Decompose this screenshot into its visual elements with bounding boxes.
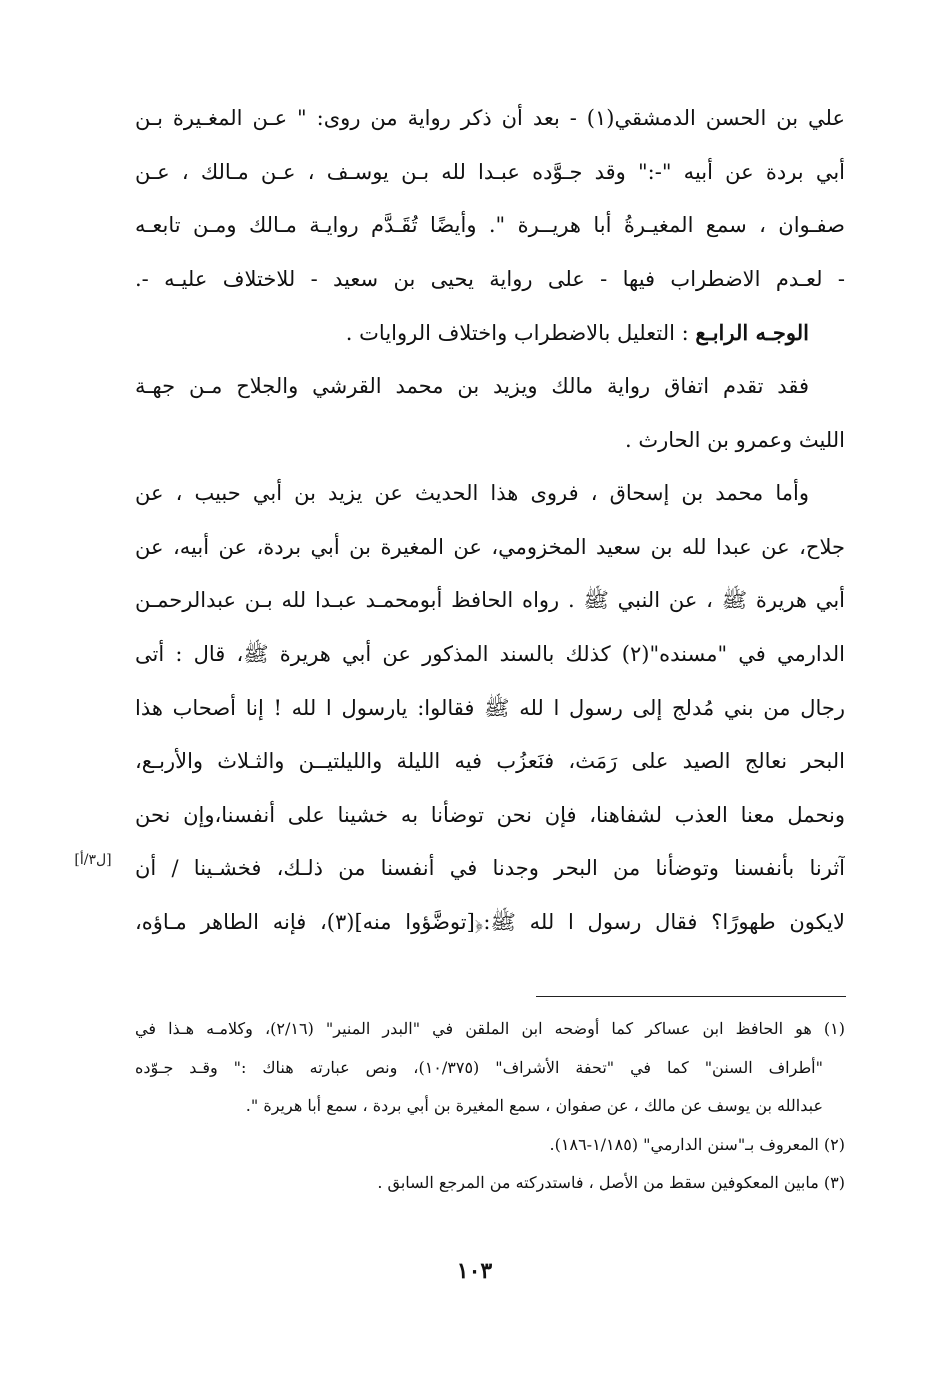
body-line: رجال من بني مُدلج إلى رسول ا لله ﷺ فقالوا: يارسول ا لله ! إنا أصحاب هذا	[135, 695, 845, 720]
section-heading-term: الوجـه الرابـع	[695, 320, 809, 346]
body-line: - لعـدم الاضطراب فيها - على رواية يحيى بن سعيد - للاختلاف عليـه -.	[135, 266, 845, 291]
margin-folio-note: [ل٣/أ]	[74, 852, 112, 868]
body-line: فقد تقدم اتفاق رواية مالك ويزيد بن محمد القرشي والجلاح مـن جهـة	[135, 373, 809, 398]
footnote-line: "أطراف السنن" كما في "تحفة الأشراف" (١٠/٣٧٥)، ونص عبارته هناك :" وقـد جـوّده	[135, 1057, 823, 1077]
body-line: جلاح، عن عبدا لله بن سعيد المخزومي، عن المغيرة بن أبي بردة، عن أبيه، عن	[135, 534, 845, 559]
body-text	[135, 92, 845, 950]
body-line: الليث وعمرو بن الحارث .	[625, 427, 845, 452]
footnote-line: (٢) المعروف بـ"سنن الدارمي" (١/١٨٥-١٨٦).	[549, 1134, 845, 1154]
section-heading-text: : التعليل بالاضطراب واختلاف الروايات .	[345, 321, 696, 346]
body-line: أبي هريرة ﷺ ، عن النبي ﷺ . رواه الحافظ أبومحمـد عبـدا لله بـن عبدالرحمـن	[135, 588, 845, 613]
footnote-line: عبدالله بن يوسف عن مالك ، عن صفوان ، سمع المغيرة بن أبي بردة ، سمع أبا هريرة ".	[245, 1096, 823, 1115]
body-line: أبي بردة عن أبيه "-:" وقد جـوَّده عبـدا لله بـن يوسـف ، عـن مـالك ، عـن	[135, 159, 845, 184]
footnote-line: (٣) مابين المعكوفين سقط من الأصل ، فاستدركته من المرجع السابق .	[377, 1173, 845, 1192]
body-line: علي بن الحسن الدمشقي(١) - بعد أن ذكر رواية من روى: " عـن المغـيرة بـن	[135, 106, 845, 130]
page-number: ١٠٣	[456, 1258, 493, 1284]
body-line: وأما محمد بن إسحاق ، فروى هذا الحديث عن يزيد بن أبي حبيب ، عن	[135, 481, 809, 506]
footnote-separator	[536, 996, 846, 997]
body-line: آثرنا بأنفسنا وتوضأنا من البحر وجدنا في أنفسنا من ذلـك، فخشـينا / أن	[135, 856, 845, 881]
body-line: لايكون طهورًا؟ فقال رسول ا لله ﷺ:﴿[توضَّؤوا منه](٣)، فإنه الطاهر مـاؤه،	[135, 909, 845, 934]
section-heading	[135, 306, 845, 360]
body-line: الدارمي في "مسنده"(٢) كذلك بالسند المذكور عن أبي هريرة ﷺ، قال : أتى	[135, 641, 845, 666]
body-line: صفـوان ، سمع المغيـرةُ أبا هريــرة ". وأيضًا تُقَـدَّم روايـة مـالك ومـن تابعـه	[135, 213, 845, 238]
body-line: البحر نعالج الصيد على رَمَث، فنَعزُب فيه الليلة والليلتيــن والثـلاث والأربـع،	[135, 749, 845, 774]
body-line: ونحمل معنا العذب لشفاهنا، فإن نحن توضأنا به خشينا على أنفسنا،وإن نحن	[135, 802, 845, 827]
footnote-line: (١) هو الحافظ ابن عساكر كما أوضحه ابن الملقن في "البدر المنير" (٢/١٦)، وكلامـه هـذا في	[135, 1019, 845, 1038]
footnotes	[135, 1010, 845, 1203]
